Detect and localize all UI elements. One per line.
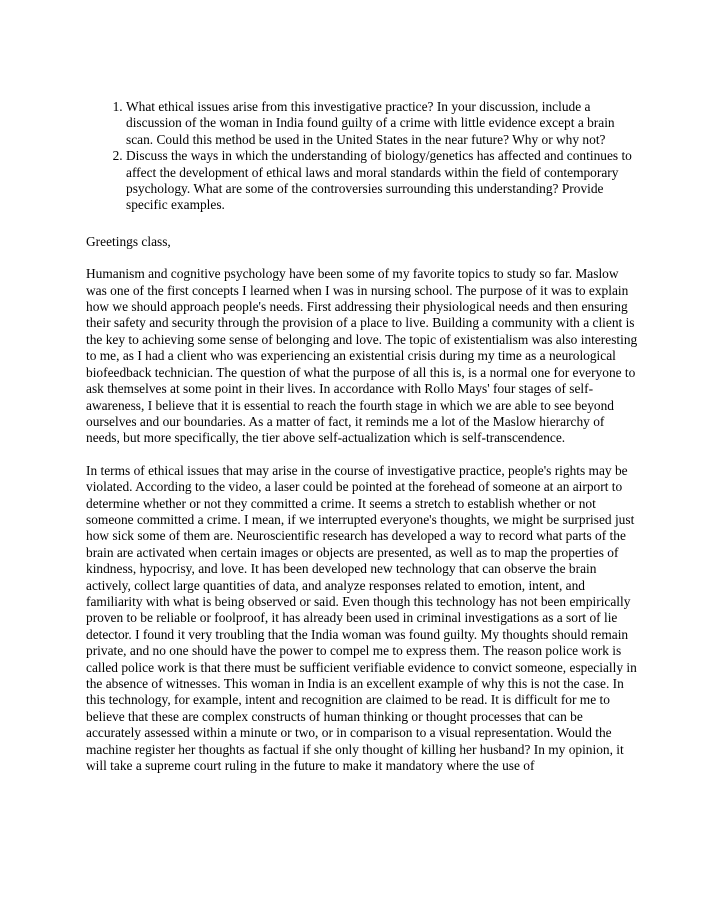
question-list <box>86 99 638 214</box>
document-page <box>86 99 638 774</box>
question-item-2: 2. Discuss the ways in which the understanding of biology/genetics has affected and continues to affect the development of ethical laws and moral standards within the field of contemporary psychology. What are some of the controversies surrounding this understanding? Provide specific examples. <box>126 148 638 214</box>
greeting: Greetings class, <box>86 233 171 249</box>
spacer <box>86 214 638 234</box>
paragraph-maslow: Humanism and cognitive psychology have been some of my favorite topics to study so far. Maslow was one of the first concepts I learned when I was in nursing school. The purpose of it was to explain how we should approach people's needs. First addressing their physiological needs and then ensuring their safety and security through the provision of a place to live. Building a community with a client is the key to achieving some sense of belonging and love. The topic of existentialism was also interesting to me, as I had a client who was experiencing an existential crisis during my time as a neurological biofeedback technician. The question of what the purpose of all this is, is a normal one for everyone to ask themselves at some point in their lives. In accordance with Rollo Mays' four stages of self-awareness, I believe that it is essential to reach the fourth stage in which we are able to see beyond ourselves and our boundaries. As a matter of fact, it reminds me a lot of the Maslow hierarchy of needs, but more specifically, the tier above self-actualization which is self-transcendence. <box>86 266 638 446</box>
spacer <box>86 447 638 463</box>
question-item-1: 1. What ethical issues arise from this investigative practice? In your discussion, include a discussion of the woman in India found guilty of a crime with little evidence except a brain scan. Could this method be used in the United States in the near future? Why or why not? <box>126 99 638 148</box>
spacer <box>86 250 638 266</box>
paragraph-ethical-issues: In terms of ethical issues that may arise in the course of investigative practice, people's rights may be violated. According to the video, a laser could be pointed at the forehead of someone at an airport to determine whether or not they committed a crime. It seems a stretch to establish whether or not someone committed a crime. I mean, if we interrupted everyone's thoughts, we might be surprised just how sick some of them are. Neuroscientific research has developed a way to record what parts of the brain are activated when certain images or objects are presented, as well as to map the properties of kindness, hypocrisy, and love. It has been developed new technology that can observe the brain actively, collect large quantities of data, and analyze responses related to emotion, intent, and familiarity with what is being observed or said. Even though this technology has not been empirically proven to be reliable or foolproof, it has already been used in criminal investigations as a sort of lie detector. I found it very troubling that the India woman was found guilty. My thoughts should remain private, and no one should have the power to compel me to express them. The reason police work is called police work is that there must be sufficient verifiable evidence to convict someone, especially in the absence of witnesses. This woman in India is an excellent example of why this is not the case. In this technology, for example, intent and recognition are claimed to be read. It is difficult for me to believe that these are complex constructs of human thinking or thought processes that can be accurately assessed within a minute or two, or in comparison to a visual representation. Would the machine register her thoughts as factual if she only thought of killing her husband? In my opinion, it will take a supreme court ruling in the future to make it mandatory where the use of <box>86 462 637 774</box>
